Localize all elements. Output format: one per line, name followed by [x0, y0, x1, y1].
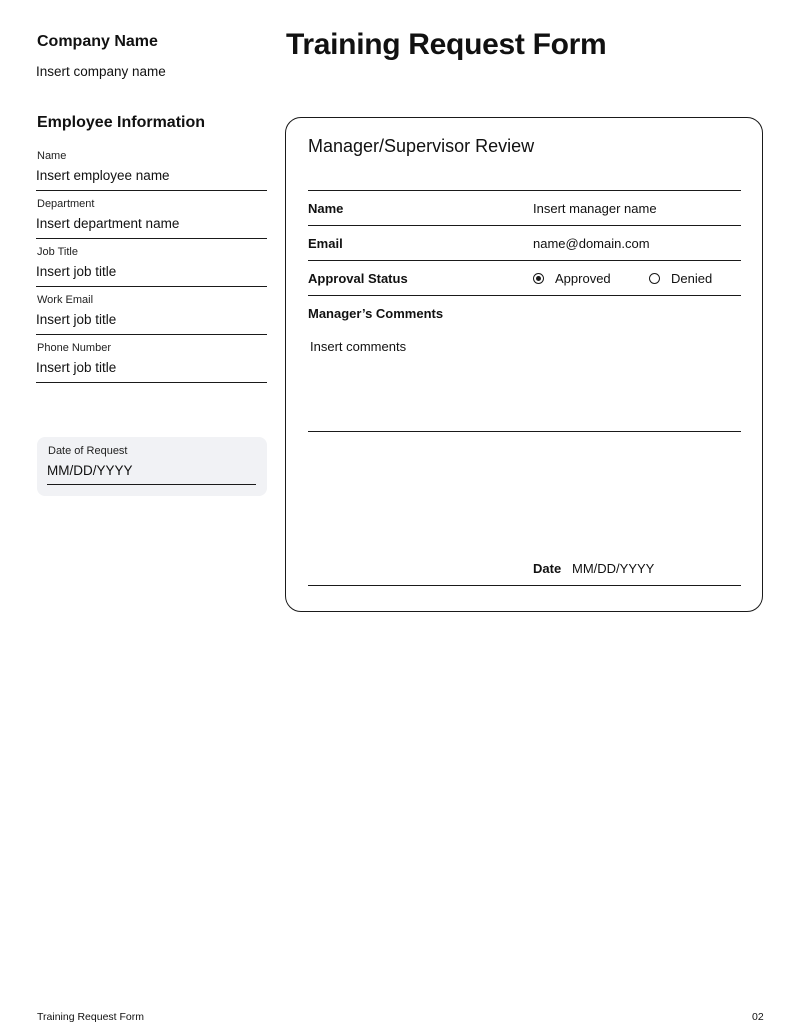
manager-review-title: Manager/Supervisor Review [308, 136, 535, 156]
manager-review-card [285, 117, 763, 612]
approved-option[interactable] [533, 271, 649, 286]
divider [47, 484, 256, 485]
approval-status-label: Approval Status [308, 271, 408, 286]
company-name-input[interactable]: Insert company name [36, 64, 166, 79]
phone-number-field[interactable] [36, 342, 267, 383]
field-label: Phone Number [37, 342, 111, 354]
employee-name-field[interactable] [36, 150, 267, 191]
manager-email-label: Email [308, 236, 343, 251]
review-date-label: Date [533, 561, 562, 576]
approval-status-radio-group [533, 271, 712, 286]
denied-option[interactable] [649, 271, 712, 286]
field-label: Name [37, 150, 67, 162]
field-label: Department [37, 198, 95, 210]
company-name-label: Company Name [37, 33, 158, 50]
page-number: 02 [752, 1011, 764, 1023]
divider [308, 190, 741, 191]
field-label: Work Email [37, 294, 94, 306]
manager-comments-input[interactable]: Insert comments [310, 339, 407, 354]
field-label: Job Title [37, 246, 78, 258]
work-email-field[interactable] [36, 294, 267, 335]
divider [308, 225, 741, 226]
manager-comments-label: Manager’s Comments [308, 306, 444, 321]
divider [308, 295, 741, 296]
manager-email-input[interactable]: name@domain.com [533, 236, 650, 251]
job-title-input[interactable]: Insert job title [36, 264, 117, 279]
work-email-input[interactable]: Insert job title [36, 312, 117, 327]
review-date-input[interactable]: MM/DD/YYYY [572, 561, 655, 576]
manager-name-input[interactable]: Insert manager name [533, 201, 657, 216]
employee-info-heading: Employee Information [37, 114, 206, 131]
manager-name-label: Name [308, 201, 344, 216]
divider [308, 431, 741, 432]
footer-title: Training Request Form [37, 1011, 144, 1023]
date-of-request-box [37, 437, 267, 496]
phone-number-input[interactable]: Insert job title [36, 360, 117, 375]
radio-unchecked-icon[interactable] [649, 273, 660, 284]
department-field[interactable] [36, 198, 267, 239]
date-of-request-label: Date of Request [48, 445, 128, 457]
job-title-field[interactable] [36, 246, 267, 287]
denied-label: Denied [671, 271, 713, 286]
divider [308, 260, 741, 261]
approved-label: Approved [555, 271, 611, 286]
radio-checked-icon[interactable] [533, 273, 544, 284]
department-input[interactable]: Insert department name [36, 216, 180, 231]
divider [308, 585, 741, 586]
date-of-request-input[interactable]: MM/DD/YYYY [47, 463, 133, 478]
page-title: Training Request Form [286, 28, 607, 61]
employee-name-input[interactable]: Insert employee name [36, 168, 170, 183]
